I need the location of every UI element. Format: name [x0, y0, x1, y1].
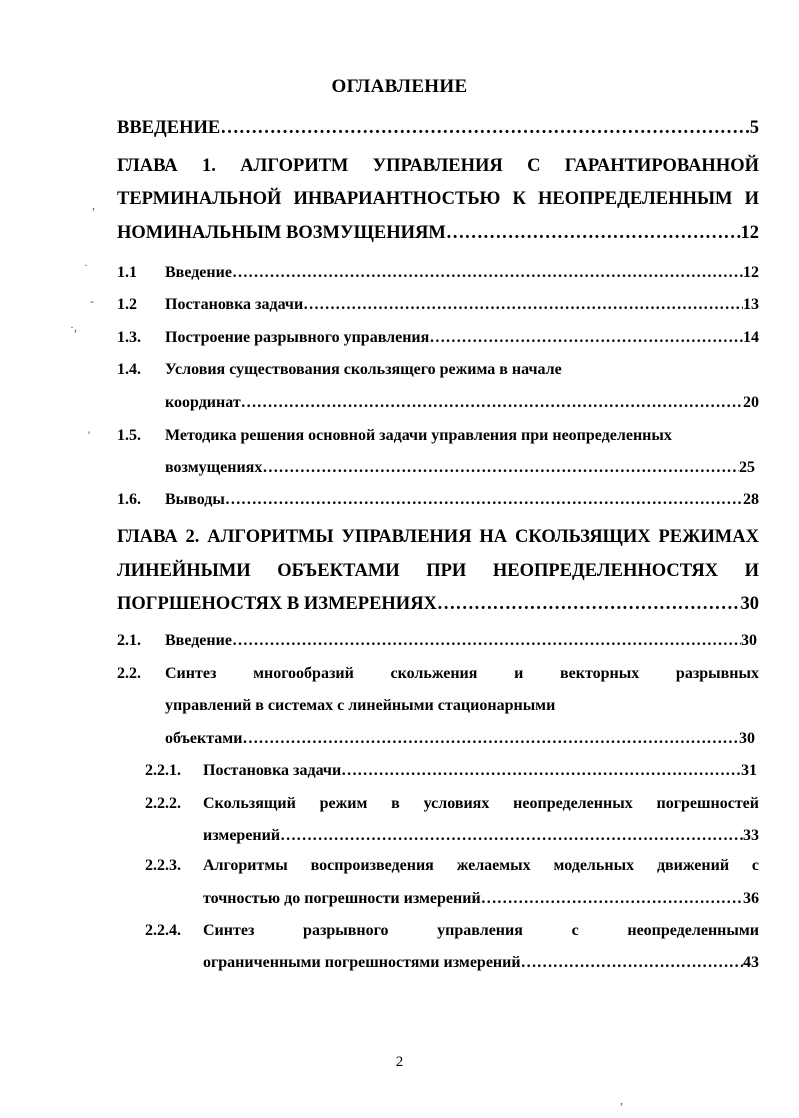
section-number: 1.1: [117, 264, 137, 281]
section-title-continuation: координат: [165, 394, 241, 411]
leader-dots: [341, 762, 741, 780]
toc-page-number: 30: [740, 594, 759, 614]
leader-dots: [241, 394, 743, 412]
section-page: 12: [743, 264, 759, 281]
section-title: Условия существования скользящего режима в начале: [165, 361, 562, 378]
scan-speck: ·: [84, 258, 88, 272]
toc-entry-1-3: [117, 329, 759, 347]
toc-entry-1-6: [117, 491, 759, 509]
toc-entry-label: ПОГРШЕНОСТЯХ В ИЗМЕРЕНИЯХ: [117, 594, 437, 614]
toc-page-number: 12: [740, 223, 759, 243]
leader-dots: [303, 296, 743, 314]
scan-speck: ,: [620, 1093, 623, 1107]
scan-speck: -: [90, 294, 94, 308]
section-title-continuation: управлений в системах с линейными стационарными: [165, 697, 556, 714]
section-title: Синтез многообразий скольжения и векторных разрывных: [165, 665, 759, 682]
toc-entry-2-2-cont: [165, 730, 755, 748]
scan-speck: ·,: [70, 320, 77, 334]
leader-dots: [429, 329, 743, 347]
toc-entry-1-4: [117, 361, 759, 379]
toc-entry-1-5-cont: [165, 459, 755, 477]
subsection-page: 36: [743, 890, 759, 907]
section-page: 30: [741, 632, 757, 649]
section-page: 14: [743, 329, 759, 346]
section-title: Выводы: [165, 491, 225, 508]
toc-entry-1-5: [117, 427, 759, 445]
toc-entry-2-2-3-cont: [203, 890, 759, 908]
subsection-title: Постановка задачи: [203, 762, 342, 779]
leader-dots: [225, 491, 743, 509]
section-number: 1.4.: [117, 361, 141, 378]
section-page: 30: [739, 730, 755, 747]
subsection-number: 2.2.3.: [145, 857, 181, 874]
toc-entry-label: ВВЕДЕНИЕ: [117, 118, 221, 138]
subsection-number: 2.2.1.: [145, 762, 181, 779]
leader-dots: [242, 730, 739, 748]
toc-entry-1-4-cont: [165, 394, 759, 412]
section-title: Постановка задачи: [165, 296, 304, 313]
toc-entry-2-2-4-cont: [203, 954, 759, 972]
section-title: Введение: [165, 264, 232, 281]
scan-speck: ,: [92, 198, 95, 212]
section-number: 2.2.: [117, 665, 141, 682]
subsection-page: 33: [743, 827, 759, 844]
section-page: 20: [743, 394, 759, 411]
toc-entry-2-1: [117, 632, 757, 650]
section-number: 1.2: [117, 296, 137, 313]
section-title-continuation: возмущениях: [165, 459, 263, 476]
page-number: 2: [395, 1054, 404, 1070]
toc-entry-2-2-2-cont: [203, 827, 759, 845]
toc-title: ОГЛАВЛЕНИЕ: [331, 76, 468, 97]
leader-dots: [262, 459, 739, 477]
leader-dots: [481, 890, 743, 908]
section-title-continuation: объектами: [165, 730, 243, 747]
subsection-title-continuation: точностью до погрешности измерений: [203, 890, 481, 907]
leader-dots: [521, 954, 743, 972]
subsection-title: Скользящий режим в условиях неопределенных погрешностей: [203, 795, 759, 812]
chapter2-heading-line1: ГЛАВА 2. АЛГОРИТМЫ УПРАВЛЕНИЯ НА СКОЛЬЗЯЩИХ РЕЖИМАХ: [117, 527, 759, 547]
section-number: 1.6.: [117, 491, 141, 508]
subsection-page: 31: [741, 762, 757, 779]
leader-dots: [446, 223, 741, 244]
subsection-title: Синтез разрывного управления с неопределенными: [203, 922, 759, 939]
toc-entry-intro: [117, 118, 759, 139]
subsection-title-continuation: ограниченными погрешностями измерений: [203, 954, 521, 971]
section-page: 28: [743, 491, 759, 508]
section-number: 1.5.: [117, 427, 141, 444]
toc-entry-label: НОМИНАЛЬНЫМ ВОЗМУЩЕНИЯМ: [117, 223, 446, 243]
chapter2-heading-line2: ЛИНЕЙНЫМИ ОБЪЕКТАМИ ПРИ НЕОПРЕДЕЛЕННОСТЯХ И: [117, 561, 759, 581]
toc-entry-2-2-1: [145, 762, 757, 780]
subsection-page: 43: [743, 954, 759, 971]
scan-speck: ': [88, 428, 91, 442]
toc-entry-1-1: [117, 264, 759, 282]
chapter1-heading-line2: ТЕРМИНАЛЬНОЙ ИНВАРИАНТНОСТЬЮ К НЕОПРЕДЕЛЕННЫМ И: [117, 189, 759, 209]
chapter1-heading-line1: ГЛАВА 1. АЛГОРИТМ УПРАВЛЕНИЯ С ГАРАНТИРОВАННОЙ: [117, 156, 759, 176]
section-title: Введение: [165, 632, 232, 649]
chapter2-heading-line3: [117, 594, 759, 615]
toc-page-number: 5: [749, 118, 759, 138]
section-number: 1.3.: [117, 329, 141, 346]
leader-dots: [232, 264, 743, 282]
chapter1-heading-line3: [117, 223, 759, 244]
subsection-title: Алгоритмы воспроизведения желаемых модельных движений с: [203, 857, 759, 874]
section-number: 2.1.: [117, 632, 141, 649]
toc-entry-1-2: [117, 296, 759, 314]
leader-dots: [280, 827, 743, 845]
leader-dots: [220, 118, 750, 139]
section-title: Методика решения основной задачи управления при неопределенных: [165, 427, 672, 444]
section-title: Построение разрывного управления: [165, 329, 430, 346]
leader-dots: [232, 632, 741, 650]
subsection-title-continuation: измерений: [203, 827, 281, 844]
section-page: 25: [739, 459, 755, 476]
subsection-number: 2.2.2.: [145, 795, 181, 812]
subsection-number: 2.2.4.: [145, 922, 181, 939]
leader-dots: [437, 594, 741, 615]
section-page: 13: [743, 296, 759, 313]
